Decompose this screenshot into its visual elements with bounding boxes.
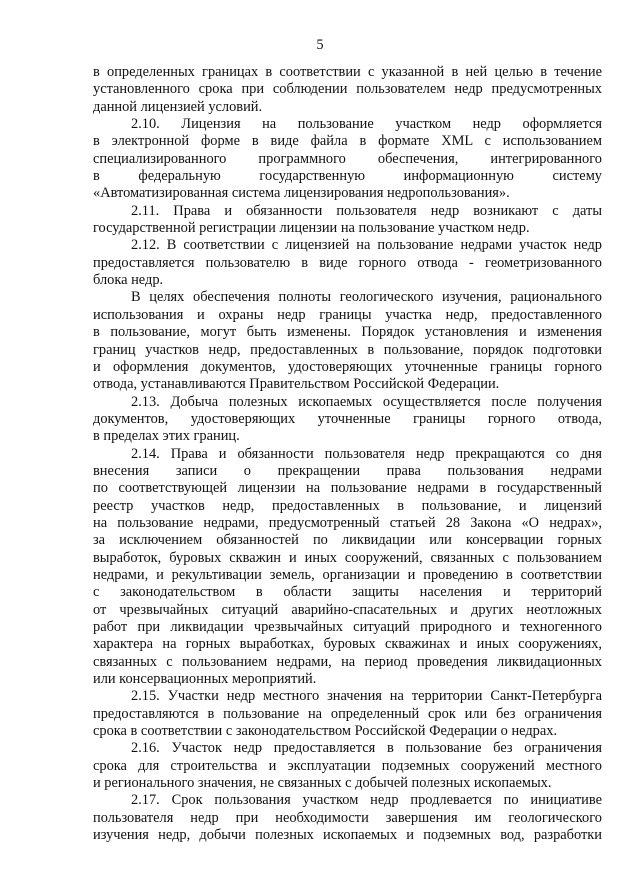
paragraph (93, 237, 602, 289)
text-line: 2.16. Участок недр предоставляется в пользование без ограничения (131, 740, 602, 757)
text-line: изучения недр, добычи полезных ископаемых и подземных вод, разработки (93, 827, 602, 844)
text-line: срока для строительства и эксплуатации подземных сооружений местного (93, 757, 602, 774)
text-line: 2.10. Лицензия на пользование участком недр оформляется (131, 116, 602, 133)
text-line: работ при ликвидации чрезвычайных ситуаций природного и техногенного (93, 619, 602, 635)
text-line: в электронной форме в виде файла в формате XML с использованием (93, 133, 602, 150)
paragraph (93, 446, 602, 689)
text-line: предоставляются в пользование на определенный срок или без ограничения (93, 705, 602, 722)
paragraph (93, 688, 602, 740)
text-line: в пользование, могут быть изменены. Порядок установления и изменения (93, 324, 602, 341)
text-line: за исключением обязанностей по ликвидации или консервации горных (93, 532, 602, 549)
text-line: 2.12. В соответствии с лицензией на пользование недрами участок недр (131, 237, 602, 254)
text-line: отвода, устанавливаются Правительством Российской Федерации. (93, 376, 500, 393)
text-line: реестр участков недр, предоставленных в пользование, и лицензий (93, 497, 602, 514)
text-line: недрами, и рекультивации земель, организации и проведению в соответствии (93, 566, 602, 583)
text-line: в определенных границах в соответствии с указанной в ней целью в течение (93, 64, 602, 80)
text-line: блока недр. (93, 272, 164, 289)
text-line: с законодательством в области защиты населения и территорий (93, 584, 602, 601)
text-line: и оформления документов, удостоверяющих уточненные границы горного (93, 358, 602, 375)
paragraph (93, 394, 602, 446)
text-line: 2.15. Участки недр местного значения на территории Санкт-Петербурга (131, 688, 602, 705)
paragraph (93, 203, 602, 238)
text-line: выработок, буровых скважин и иных сооружений, связанных с пользованием (93, 549, 602, 566)
text-line: пользователя недр при необходимости завершения им геологического (93, 809, 602, 826)
text-line: на пользование недрами, предусмотренный статьей 28 Закона «О недрах», (93, 514, 602, 531)
text-line: связанных с пользованием недрами, на период проведения ликвидационных (93, 653, 602, 670)
text-line: государственной регистрации лицензии на пользование участком недр. (93, 220, 530, 237)
text-line: 2.11. Права и обязанности пользователя недр возникают с даты (131, 202, 602, 219)
paragraph (93, 116, 602, 203)
text-line: от чрезвычайных ситуаций аварийно-спасательных и других неотложных (93, 601, 602, 618)
document-body (93, 64, 602, 844)
text-line: в федеральную государственную информационную систему (93, 168, 602, 185)
text-line: 2.13. Добыча полезных ископаемых осуществляется после получения (131, 393, 602, 410)
page-number: 5 (316, 37, 324, 53)
paragraph (93, 289, 602, 393)
text-line: 2.14. Права и обязанности пользователя недр прекращаются со дня (131, 445, 602, 462)
text-line: специализированного программного обеспечения, интегрированного (93, 150, 602, 167)
text-line: предоставляется пользователю в виде горного отвода - геометризованного (93, 254, 602, 271)
paragraph (93, 64, 602, 116)
text-line: 2.17. Срок пользования участком недр продлевается по инициативе (131, 792, 602, 809)
text-line: характера на горных выработках, буровых скважинах и иных сооружениях, (93, 636, 602, 653)
text-line: данной лицензией условий. (93, 98, 263, 115)
text-line: в пределах этих границ. (93, 428, 240, 445)
text-line: по соответствующей лицензии на пользование недрами в государственный (93, 480, 602, 497)
text-line: или консервационных мероприятий. (93, 671, 317, 688)
text-line: В целях обеспечения полноты геологического изучения, рационального (131, 289, 602, 306)
text-line: и регионального значения, не связанных с добычей полезных ископаемых. (93, 775, 552, 792)
text-line: границ участков недр, предоставленных в пользование, порядок подготовки (93, 341, 602, 358)
text-line: «Автоматизированная система лицензирования недропользования». (93, 185, 510, 202)
text-line: срока в соответствии с законодательством Российской Федерации о недрах. (93, 723, 558, 740)
text-line: документов, удостоверяющих уточненные границы горного отвода, (93, 410, 602, 427)
paragraph (93, 792, 602, 844)
text-line: использования и охраны недр границы участка недр, предоставленного (93, 306, 602, 323)
paragraph (93, 740, 602, 792)
text-line: внесения записи о прекращении права пользования недрами (93, 462, 602, 479)
text-line: установленного срока при соблюдении пользователем недр предусмотренных (93, 81, 602, 98)
